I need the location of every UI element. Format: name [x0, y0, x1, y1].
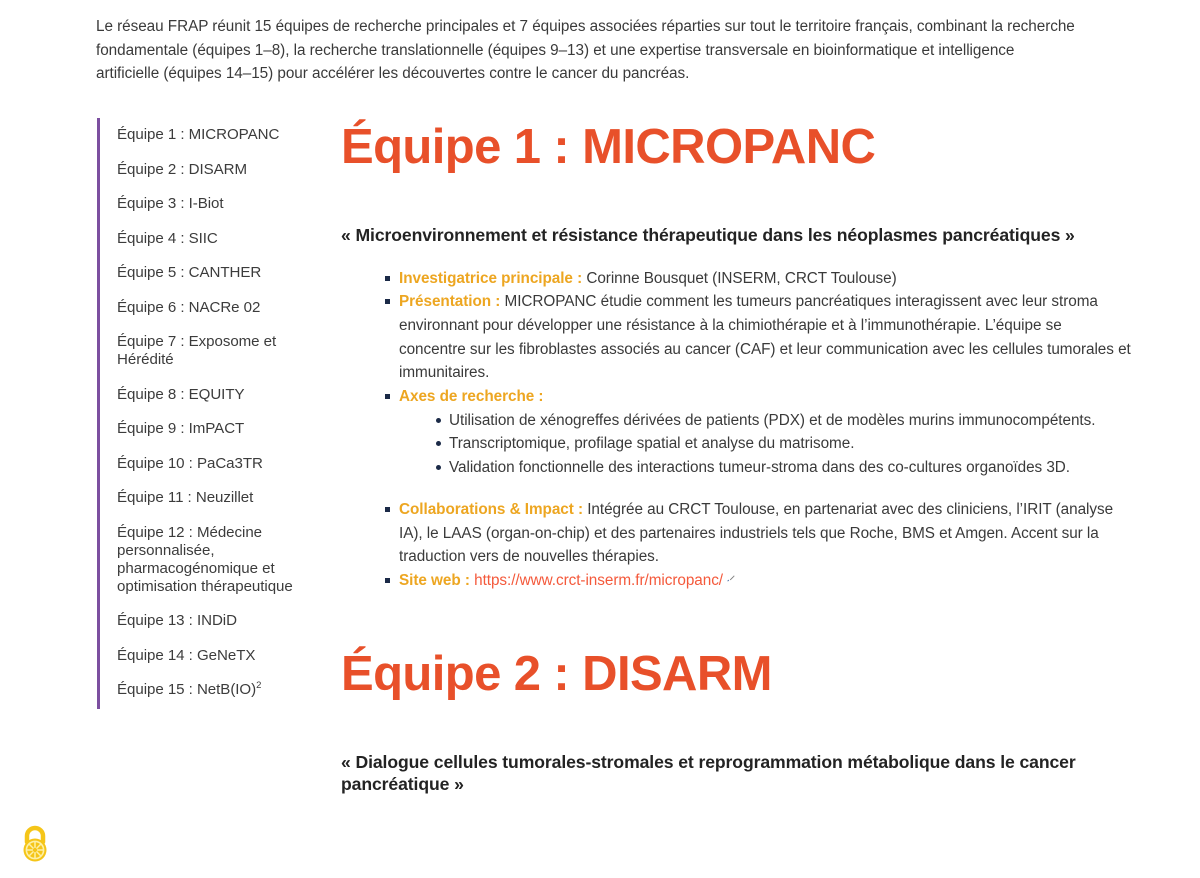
website-link[interactable]: https://www.crct-inserm.fr/micropanc/	[474, 571, 724, 589]
pi-value: Corinne Bousquet (INSERM, CRCT Toulouse)	[582, 269, 897, 287]
sidebar-item-label: Équipe 4 : SIIC	[117, 229, 218, 247]
fact-research-axes	[399, 385, 1131, 498]
team-section-2	[341, 645, 1131, 796]
sidebar-item-label: Équipe 5 : CANTHER	[117, 264, 262, 281]
sidebar-item-equipe-1[interactable]	[100, 126, 329, 144]
axes-label: Axes de recherche :	[399, 388, 544, 406]
sidebar-item-equipe-15[interactable]	[100, 681, 329, 699]
fact-collaborations-impact	[399, 498, 1131, 569]
intro-paragraph: Le réseau FRAP réunit 15 équipes de recherche principales et 7 équipes associées réparties sur tout le territoire français, combinant la recherche fondamentale (équipes 1–8), la recherche translationnelle (équipes 9–13) et une expertise transversale en bioinformatique et intelligence artificielle (équipes 14–15) pour accélérer les découvertes contre le cancer du pancréas.	[96, 18, 1075, 83]
presentation-label: Présentation :	[399, 293, 501, 311]
fact-principal-investigator	[399, 267, 1131, 291]
sidebar-item-superscript: 2	[256, 679, 262, 691]
sidebar-item-label: Équipe 7 : Exposome et Hérédité	[117, 333, 277, 368]
sidebar-item-label: Équipe 13 : INDiD	[117, 612, 237, 629]
collaborations-value: Intégrée au CRCT Toulouse, en partenariat avec des cliniciens, l’IRIT (analyse IA), le LAAS (organ-on-chip) et des partenaires industriels tels que Roche, BMS et Amgen. Accent sur la traduction vers de nouvelles thérapies.	[399, 500, 1114, 566]
website-label: Site web :	[399, 571, 470, 589]
sidebar-item-label: Équipe 12 : Médecine personnalisée, pharmacogénomique et optimisation thérapeutique	[117, 523, 293, 595]
sidebar-item-equipe-7[interactable]	[100, 333, 329, 369]
sidebar-item-label: Équipe 3 : I-Biot	[117, 195, 224, 212]
team-2-subtitle: « Dialogue cellules tumorales-stromales et reprogrammation métabolique dans le cancer pancréatique »	[341, 751, 1076, 795]
presentation-value: MICROPANC étudie comment les tumeurs pancréatiques interagissent avec leur stroma environnant pour développer une résistance à la chimiothérapie et à l’immunothérapie. L’équipe se concentre sur les fibroblastes associés au cancer (CAF) et leur communication avec les cellules tumorales et immunitaires.	[399, 293, 1131, 382]
privacy-settings-badge[interactable]	[16, 824, 54, 864]
sidebar-item-equipe-14[interactable]	[100, 647, 329, 665]
sidebar-item-label: Équipe 10 : PaCa3TR	[117, 454, 263, 472]
external-link-icon	[724, 570, 735, 581]
page-title-team-1: Équipe 1 : MICROPANC	[341, 120, 876, 174]
team-section-1	[341, 118, 1131, 593]
fact-presentation	[399, 290, 1131, 385]
fact-website	[399, 569, 1131, 593]
padlock-wheel-icon	[16, 824, 54, 864]
page-title-team-2: Équipe 2 : DISARM	[341, 646, 772, 701]
sidebar-item-label: Équipe 14 : GeNeTX	[117, 646, 256, 664]
team-1-facts-list	[341, 267, 1131, 593]
sidebar-item-equipe-10[interactable]	[100, 455, 329, 473]
sidebar-item-label: Équipe 1 : MICROPANC	[117, 126, 280, 143]
sidebar-item-label: Équipe 8 : EQUITY	[117, 385, 245, 403]
research-axis-item: Validation fonctionnelle des interactions tumeur-stroma dans des co-cultures organoïdes 3D.	[449, 456, 1131, 480]
sidebar-item-equipe-9[interactable]	[100, 420, 329, 438]
teams-sidebar-nav	[97, 118, 329, 709]
collaborations-label: Collaborations & Impact :	[399, 500, 584, 518]
sidebar-item-equipe-11[interactable]	[100, 489, 329, 507]
sidebar-item-equipe-6[interactable]	[100, 299, 329, 317]
pi-label: Investigatrice principale :	[399, 269, 583, 287]
sidebar-item-label: Équipe 15 : NetB(IO)	[117, 681, 257, 698]
sidebar-item-equipe-2[interactable]	[100, 161, 329, 179]
sidebar-item-equipe-3[interactable]	[100, 195, 329, 213]
team-details-main	[341, 118, 1131, 796]
sidebar-item-equipe-8[interactable]	[100, 386, 329, 404]
sidebar-item-equipe-12[interactable]	[100, 524, 329, 596]
research-axes-list	[399, 409, 1131, 480]
sidebar-item-label: Équipe 6 : NACRe 02	[117, 298, 261, 316]
sidebar-item-label: Équipe 9 : ImPACT	[117, 420, 245, 437]
sidebar-item-label: Équipe 2 : DISARM	[117, 160, 248, 178]
team-1-subtitle: « Microenvironnement et résistance thérapeutique dans les néoplasmes pancréatiques »	[341, 225, 1075, 245]
sidebar-item-equipe-13[interactable]	[100, 612, 329, 630]
research-axis-item: Transcriptomique, profilage spatial et analyse du matrisome.	[449, 432, 1131, 456]
sidebar-item-equipe-4[interactable]	[100, 230, 329, 248]
sidebar-item-label: Équipe 11 : Neuzillet	[117, 489, 254, 506]
sidebar-item-equipe-5[interactable]	[100, 264, 329, 282]
research-axis-item: Utilisation de xénogreffes dérivées de patients (PDX) et de modèles murins immunocompétents.	[449, 409, 1131, 433]
